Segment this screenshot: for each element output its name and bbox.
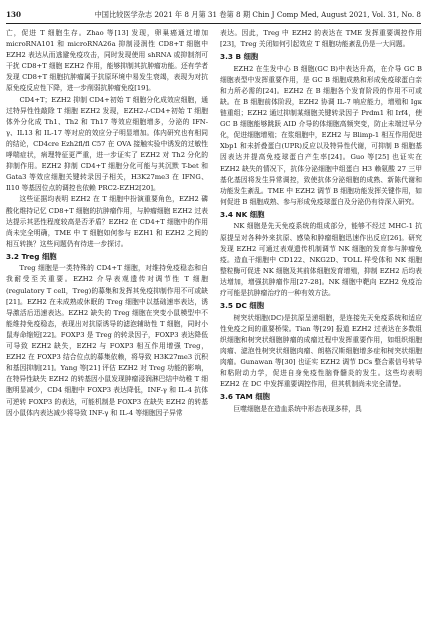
running-header [6,8,421,22]
section-heading: 3.3 B 细胞 [220,52,259,62]
journal-citation: 中国比较医学杂志 2021 年 8 月第 31 卷第 8 期 Chin J Comp Med, August 2021, Vol. 31, No. 8 [94,10,421,19]
right-column [220,28,422,620]
body-paragraph: 亡，促进 T 细胞生存。Zhao 等[13] 发现，卵巢癌通过增加 microRNA101 和 microRNA26a 抑制浸润性 CD8+T 细胞中 EZH2 表达从而逃避免疫攻击，同时发现使用 shRNA 或抑制剂可干扰 CD8+T 细胞 EZH2 作用，能够抑制其抗肿瘤功能。还有学者发现 CD8+T 细胞抗肿瘤属于抗原环境中易发生衰竭，表现为对抗原免疫反应性下降，进一步削弱抗肿瘤免疫[19]。 [6,29,208,93]
body-paragraph: Treg 细胞是一类特殊的 CD4+T 细胞，对维持免疫稳态和自我耐受至关重要。EZH2 介导表观遗传对调节性 T 细胞(regulatory T cell，Treg)的募集和发挥其免疫抑制作用不可或缺[21]。EZH2 在未成熟或休眠的 Treg 细胞中以基础速率表达，诱导激活后迅速表达。EZH2 缺失的 Treg 细胞在突变小鼠模型中不能维持免疫稳态，表现出对抗原诱导的滤泡辅助性 T 细胞，同时小鼠寿命缩短[22]。FOXP3 是 Treg 的转录因子，FOXP3 表达降低可导致 EZH2 缺失，EZH2 与 FOXP3 相互作用增强 Treg，EZH2 在 FOXP3 结合位点的募集依赖，将导致 H3K27me3 沉积和基因抑制[21]。Yang 等[21] 评估 EZH2 对 Treg 功能的影响，在特异性缺失 EZH2 的转基因小鼠发现肿瘤浸润淋巴结中幼稚 T 细胞明显减少，CD4 细胞中 FOXP3 表达降低，INF-γ 和 IL-4 抗体可逆转 FOXP3 的表达，可能机制是 FOXP3 在缺失 EZH2 的转基因小鼠体内表达减少将导致 INF-γ 和 IL-4 等细胞因子异常 [6,264,208,417]
section-heading: 3.4 NK 细胞 [220,209,265,219]
body-paragraph: 树突状细胞(DC)是抗原呈递细胞，是连接先天免疫系统和适应性免疫之间的重要桥梁。Tian 等[29] 报道 EZH2 过表达在多数组织细胞和树突状细胞肿瘤的成瘤过程中发挥重要作用，如组织细胞肉瘤、滤泡性树突状细胞肉瘤、朗格汉斯细胞增多症和树突状细胞肉瘤。Gunawan 等[30] 也证实 EZH2 调节 DCs 整合素信号转导和粘附动力学，促进自身免疫性脑脊髓炎的发生。这些均表明 EZH2 在 DC 中发挥重要调控作用，但其机制尚未完全清楚。 [220,313,422,389]
section-heading: 3.2 Treg 细胞 [6,251,57,261]
body-paragraph: 表达。因此，Treg 中 EZH2 的表达在 TME 发挥重要调控作用[23]，Treg 关闭如何引起效应 T 细胞功能紊乱仍是一大问题。 [220,29,422,49]
body-paragraph: NK 细胞是先天免疫系统的组成部分，能够不经过 MHC-1 抗原提呈对各种外来抗原、感染和肿瘤细胞迅速作出反应[26]。研究发现 EZH2 可通过表观遗传机制调节 NK 细胞的发育参与肿瘤免疫。造血干细胞中 CD122、NKG2D、TOLL 样受体和 NK 细胞整粒酶可促进 NK 细胞及其前体细胞发育增殖，抑制 EZH2 后均表达增加，增强抗肿瘤作用[27-28]。NK 细胞中靶向 EZH2 免疫治疗可能是抗肿瘤治疗的一种有效方法。 [220,222,422,297]
body-paragraph: CD4+T；EZH2 抑制 CD4+初始 T 细胞分化成效应细胞，通过特异性性敲除 T 细胞 EZH2 发现，EZH2-/-CD4+初始 T 细胞体外分化成 Th1、Th2 和 Th17 等效应细胞增多，分泌的 IFN-γ、IL13 和 IL-17 等对应的效应分子明显增加。体内研究也有相同的结论，CD4cre Ezh2fl/fl C57 在 OVA 接触实验中诱发的过敏性哮喘症状，病理特征更严重，进一步证实了 EZH2 对 Th2 分化的抑制作用。EZH2 抑制 CD4+T 细胞分化可能与其沉默 T-bet 和 Gata3 等效应细胞关键转录因子相关，H3K27me3 在 IFNG、Il10 等基因位点的调控也依赖 PRC2-EZH2[20]。 [6,95,208,193]
section-heading: 3.6 TAM 细胞 [220,392,270,402]
section-heading: 3.5 DC 细胞 [220,301,265,311]
header-rule [6,23,421,24]
body-paragraph: 这些证据均表明 EZH2 在 T 细胞中扮演重要角色，EZH2 磷酸化维持记忆 CD8+T 细胞的抗肿瘤作用，与肿瘤细胞 EZH2 过表达提示其恶性程度较高是否矛盾？EZH2 在 CD4+T 细胞中的作用尚未完全明确，TME 中 T 细胞如何参与 EZH1 和 EZH2 之间的相互转换？这些问题仍有待进一步探讨。 [6,195,208,248]
left-column [6,28,208,620]
body-paragraph: EZH2 在生发中心 B 细胞(GC B)中表达升高，在介导 GC B 细胞表型中发挥重要作用，是 GC B 细胞成熟和形成免疫球蛋白亲和力所必需的[24]。EZH2 在 B 细胞各个发育阶段的作用不可或缺。在 B 细胞前体阶段，EZH2 协调 IL-7 响应能力，增殖和 Igκ 链重组；EZH2 通过抑制某细胞关键转录因子 Prdm1 和 Irf4，使 GC B 细胞能够跳跃 AID 介导的体细胞高频突变，防止未端过早分化，促进细胞增殖；在浆细胞中，EZH2 与 Blimp-1 相互作用促进 Xbp1 和未折叠蛋白(UPR)反应以及特异性代谢，可抑制 B 细胞基因表达并提高免疫球蛋白产生率[24]。Guo 等[25] 也证实在 EZH2 缺失的情况下，抗体分泌细胞中组蛋白 H3 赖氨酸 27 三甲基化基因将发生异常调控，致使抗体分泌细胞的成熟、新陈代谢和功能发生紊乱。TME 中 EZH2 调节 B 细胞功能发挥关键作用，如何促进 B 细胞成熟、参与形成免疫球蛋白及分泌仍有待深入研究。 [220,64,422,206]
body-paragraph: 巨噬细胞是在造血系统中形态表现多样，具 [233,404,362,413]
page-number: 130 [6,10,22,19]
